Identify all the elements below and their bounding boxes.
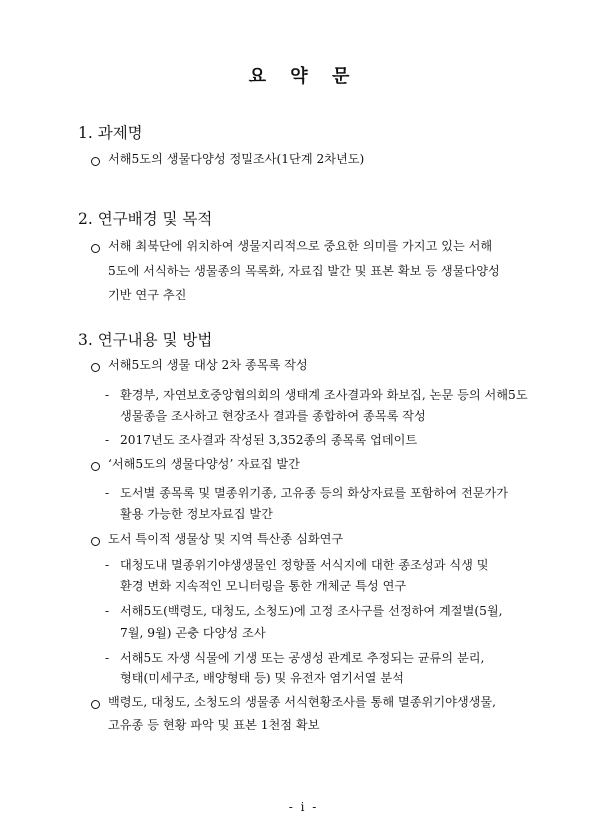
section-3-item-3-line-1: 2017년도 조사결과 작성된 3,352종의 종목록 업데이트 bbox=[120, 433, 418, 447]
section-3-item-5-line-2: 활용 가능한 정보자료집 발간 bbox=[120, 507, 273, 521]
dash-marker: - bbox=[105, 486, 110, 500]
page-number: - i - bbox=[288, 800, 319, 814]
section-3-item-9-line-2: 형태(미세구조, 배양형태 등) 및 유전자 염기서열 분석 bbox=[120, 671, 404, 685]
dash-marker: - bbox=[105, 604, 110, 618]
section-3-item-2-line-2: 생물종을 조사하고 현장조사 결과를 종합하여 종목록 작성 bbox=[120, 409, 426, 423]
section-3-item-9-line-1: 서해5도 자생 식물에 기생 또는 공생성 관계로 추정되는 균류의 분리, bbox=[120, 651, 485, 665]
dash-marker: - bbox=[105, 388, 110, 402]
bullet-circle-icon bbox=[91, 363, 100, 372]
section-3-item-7-line-1: 대청도내 멸종위기야생생물인 정향풀 서식지에 대한 종조성과 식생 및 bbox=[120, 558, 489, 572]
section-3-item-7-line-2: 환경 변화 지속적인 모니터링을 통한 개체군 특성 연구 bbox=[120, 579, 407, 593]
section-2-heading: 2. 연구배경 및 목적 bbox=[78, 210, 213, 228]
dash-marker: - bbox=[105, 558, 110, 572]
bullet-circle-icon bbox=[91, 462, 100, 471]
section-2-bullet-1-line-3: 기반 연구 추진 bbox=[108, 288, 187, 302]
section-3-item-6-line-1: 도서 특이적 생물상 및 지역 특산종 심화연구 bbox=[108, 532, 344, 546]
bullet-circle-icon bbox=[91, 700, 100, 709]
section-1-heading: 1. 과제명 bbox=[78, 124, 143, 142]
section-3-item-10-line-2: 고유종 등 현황 파악 및 표본 1천점 확보 bbox=[108, 718, 320, 732]
section-3-item-5-line-1: 도서별 종목록 및 멸종위기종, 고유종 등의 화상자료를 포함하여 전문가가 bbox=[120, 486, 509, 500]
section-3-item-10-line-1: 백령도, 대청도, 소청도의 생물종 서식현황조사를 통해 멸종위기야생생물, bbox=[108, 695, 497, 709]
dash-marker: - bbox=[105, 433, 110, 447]
bullet-circle-icon bbox=[91, 157, 100, 166]
bullet-circle-icon bbox=[91, 537, 100, 546]
section-3-heading: 3. 연구내용 및 방법 bbox=[78, 331, 213, 349]
section-2-bullet-1-line-1: 서해 최북단에 위치하여 생물지리적으로 중요한 의미를 가지고 있는 서해 bbox=[108, 239, 493, 253]
dash-marker: - bbox=[105, 651, 110, 665]
section-3-item-1-line-1: 서해5도의 생물 대상 2차 종목록 작성 bbox=[108, 358, 308, 372]
section-1-bullet-1-line-1: 서해5도의 생물다양성 정밀조사(1단계 2차년도) bbox=[108, 152, 365, 166]
bullet-circle-icon bbox=[91, 244, 100, 253]
section-3-item-8-line-1: 서해5도(백령도, 대청도, 소청도)에 고정 조사구를 선정하여 계절별(5월, bbox=[120, 604, 503, 618]
section-3-item-4-line-1: ‘서해5도의 생물다양성’ 자료집 발간 bbox=[108, 457, 300, 471]
page-title: 요 약 문 bbox=[248, 66, 359, 87]
section-3-item-2-line-1: 환경부, 자연보호중앙협의회의 생태계 조사결과와 화보집, 논문 등의 서해5도 bbox=[120, 388, 528, 402]
section-2-bullet-1-line-2: 5도에 서식하는 생물종의 목록화, 자료집 발간 및 표본 확보 등 생물다양성 bbox=[108, 264, 500, 278]
section-3-item-8-line-2: 7월, 9월) 곤충 다양성 조사 bbox=[120, 626, 266, 640]
